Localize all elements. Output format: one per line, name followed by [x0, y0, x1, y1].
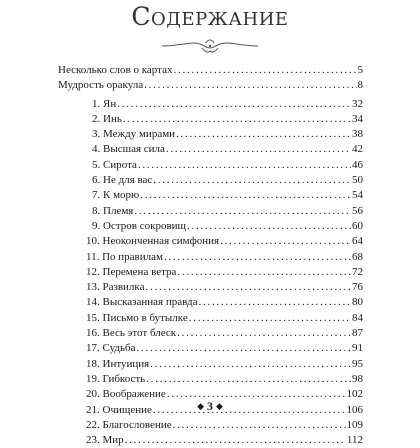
toc-entry-page: 38: [352, 128, 363, 141]
page-number: [0, 399, 420, 414]
toc-entry-title: Мудрость оракула: [58, 79, 144, 92]
toc-entry-page: 34: [352, 112, 363, 125]
dot-leader: [144, 78, 356, 93]
toc-entry-title: 12. Перемена ветра: [86, 265, 177, 278]
toc-front-entry: [58, 78, 363, 93]
dot-leader: [138, 158, 351, 173]
toc-entry-page: 50: [352, 174, 363, 187]
toc-chapter-entry: [58, 173, 363, 188]
toc-entry-page: 54: [352, 189, 363, 202]
dot-leader: [145, 280, 351, 295]
toc-entry-title: 10. Неоконченная симфония: [86, 235, 220, 248]
dot-leader: [199, 295, 351, 310]
toc-entry-page: 68: [352, 250, 363, 263]
table-of-contents: [58, 63, 363, 448]
toc-chapter-entry: [58, 250, 363, 265]
toc-chapter-entry: [58, 142, 363, 157]
toc-entry-page: 56: [352, 204, 363, 217]
toc-entry-page: 60: [352, 219, 363, 232]
toc-entry-title: 13. Развилка: [86, 281, 145, 294]
toc-entry-title: 15. Письмо в бутылке: [86, 311, 188, 324]
toc-entry-title: 16. Весь этот блеск: [86, 327, 177, 340]
toc-entry-title: 7. К морю: [92, 189, 140, 202]
dot-leader: [117, 97, 351, 112]
dot-leader: [187, 219, 351, 234]
toc-entry-title: 6. Не для вас: [92, 174, 153, 187]
toc-entry-page: 32: [352, 97, 363, 110]
toc-entry-page: 98: [352, 372, 363, 385]
toc-chapter-entry: [58, 295, 363, 310]
toc-entry-page: 76: [352, 281, 363, 294]
toc-entry-page: 5: [357, 64, 363, 76]
flourish-divider-icon: [160, 37, 260, 55]
dot-leader: [123, 112, 351, 127]
dot-leader: [146, 372, 351, 387]
toc-entry-page: 109: [346, 418, 363, 431]
toc-entry-page: 42: [352, 143, 363, 156]
toc-entry-page: 72: [352, 265, 363, 278]
toc-entry-title: 11. По правилам: [86, 250, 163, 263]
toc-chapter-entry: [58, 418, 363, 433]
toc-entry-page: 112: [346, 434, 363, 447]
diamond-icon: ◆: [216, 401, 223, 411]
page-number-value: 3: [207, 399, 213, 413]
toc-front-entry: [58, 63, 363, 78]
dot-leader: [173, 63, 356, 78]
dot-leader: [150, 357, 351, 372]
dot-leader: [136, 341, 351, 356]
toc-entry-title: 3. Между мирами: [92, 128, 176, 141]
toc-entry-page: 64: [352, 235, 363, 248]
toc-chapter-entry: [58, 311, 363, 326]
toc-chapter-entry: [58, 433, 363, 448]
toc-chapter-entry: [58, 127, 363, 142]
toc-chapter-entry: [58, 280, 363, 295]
toc-chapter-entry: [58, 234, 363, 249]
dot-leader: [164, 250, 351, 265]
toc-entry-title: 8. Племя: [92, 204, 134, 217]
toc-chapter-entry: [58, 357, 363, 372]
toc-entry-title: Несколько слов о картах: [58, 64, 173, 76]
toc-entry-page: 91: [352, 342, 363, 355]
toc-entry-title: 22. Благословение: [86, 418, 172, 431]
dot-leader: [134, 204, 351, 219]
toc-entry-title: 2. Инь: [92, 112, 122, 125]
toc-entry-title: 1. Ян: [92, 97, 117, 110]
toc-entry-page: 102: [346, 388, 363, 401]
toc-chapter-entry: [58, 341, 363, 356]
toc-entry-page: 46: [352, 158, 363, 171]
toc-entry-page: 84: [352, 311, 363, 324]
toc-chapter-entry: [58, 188, 363, 203]
dot-leader: [153, 173, 351, 188]
toc-entry-title: 20. Воображение: [86, 388, 166, 401]
diamond-icon: ◆: [197, 401, 204, 411]
dot-leader: [177, 326, 351, 341]
toc-entry-title: 17. Судьба: [86, 342, 136, 355]
dot-leader: [173, 418, 346, 433]
toc-entry-page: 95: [352, 357, 363, 370]
toc-entry-page: 8: [357, 79, 363, 92]
toc-entry-title: 18. Интуиция: [86, 357, 150, 370]
dot-leader: [176, 127, 351, 142]
dot-leader: [125, 433, 346, 448]
toc-entry-page: 80: [352, 296, 363, 309]
dot-leader: [189, 311, 351, 326]
toc-chapter-entry: [58, 265, 363, 280]
toc-entry-title: 14. Высказанная правда: [86, 296, 198, 309]
toc-chapter-entry: [58, 372, 363, 387]
toc-entry-page: 87: [352, 327, 363, 340]
toc-chapter-entry: [58, 112, 363, 127]
dot-leader: [177, 265, 351, 280]
toc-entry-title: 23. Мир: [86, 434, 124, 447]
dot-leader: [220, 234, 351, 249]
toc-chapter-entry: [58, 326, 363, 341]
page-title: Содержание: [131, 2, 289, 31]
toc-entry-title: 5. Сирота: [92, 158, 137, 171]
dot-leader: [140, 188, 351, 203]
toc-entry-title: 19. Гибкость: [86, 372, 146, 385]
toc-entry-title: 21. Очищение: [86, 403, 152, 416]
toc-chapter-entry: [58, 158, 363, 173]
dot-leader: [166, 142, 351, 157]
toc-chapter-entry: [58, 97, 363, 112]
toc-chapter-entry: [58, 204, 363, 219]
toc-chapter-entry: [58, 219, 363, 234]
toc-entry-title: 9. Остров сокровищ: [92, 219, 186, 232]
toc-entry-title: 4. Высшая сила: [92, 143, 165, 156]
toc-entry-page: 106: [346, 403, 363, 416]
